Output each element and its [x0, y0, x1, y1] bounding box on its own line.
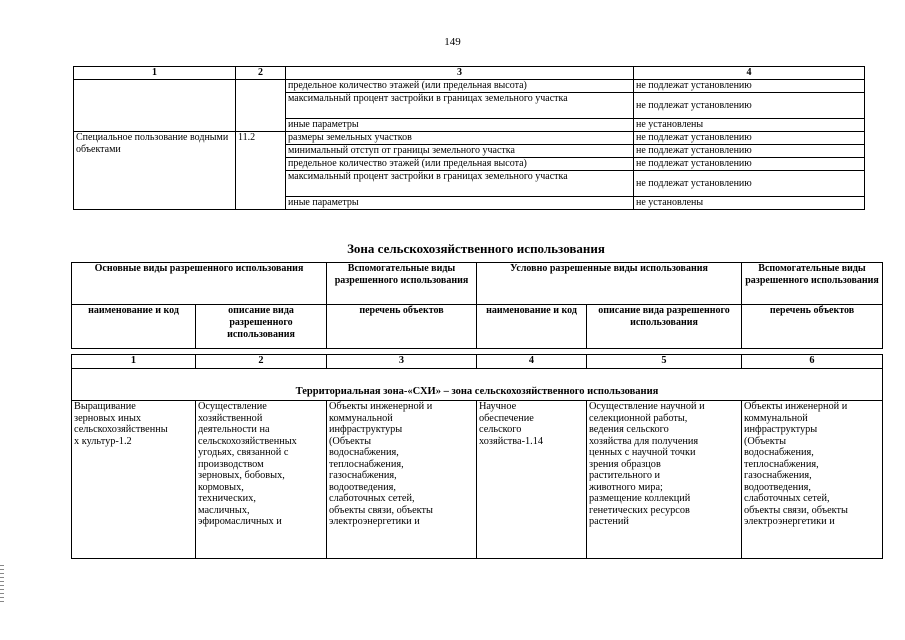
text-line: водоотведения,: [329, 481, 396, 493]
text-line: Научное: [479, 401, 517, 412]
aux-uses-header: Вспомогательные виды разрешенного использования: [742, 263, 883, 305]
text-line: ведения сельского: [589, 424, 669, 435]
value-cell: не подлежат установлению: [634, 93, 865, 119]
text-line: хозяйства-1.14: [479, 435, 544, 447]
aux-objects-cell: [742, 401, 883, 559]
text-line: инфраструктуры: [744, 424, 818, 435]
table-row: [74, 132, 865, 145]
column-number: 4: [634, 67, 865, 80]
column-number: 5: [587, 355, 742, 369]
text-line: Выращивание: [74, 401, 136, 412]
column-number: 2: [236, 67, 286, 80]
param-cell: максимальный процент застройки в границах земельного участка: [286, 93, 634, 119]
param-cell: предельное количество этажей (или предельная высота): [286, 158, 634, 171]
text-line: зрения образцов: [589, 458, 661, 470]
text-line: технических,: [198, 493, 256, 504]
text-line: Осуществление научной и: [589, 401, 705, 412]
use-code-cell: 11.2: [236, 132, 286, 210]
aux-objects-cell: [327, 401, 477, 559]
parameters-table: [73, 66, 865, 210]
use-name-cell: Специальное пользование водными объектами: [74, 132, 236, 210]
text-line: эфиромасличных и: [198, 516, 282, 527]
value-cell: не установлены: [634, 197, 865, 210]
text-line: водоотведения,: [744, 481, 811, 493]
text-line: ценных с научной точки: [589, 447, 696, 458]
conditional-use-name-cell: [477, 401, 587, 559]
text-line: инфраструктуры: [329, 424, 403, 435]
text-line: теплоснабжения,: [744, 458, 819, 470]
text-line: деятельности на: [198, 424, 270, 435]
objects-header: перечень объектов: [742, 305, 883, 349]
text-line: хозяйственной: [198, 412, 263, 424]
table-row: [74, 80, 865, 93]
scan-edge-marks: [0, 565, 4, 605]
text-line: Объекты инженерной и: [744, 401, 848, 412]
conditional-uses-header: Условно разрешенные виды использования: [477, 263, 742, 305]
description-header: описание вида разрешенного использования: [587, 305, 742, 349]
text-line: газоснабжения,: [329, 470, 397, 481]
main-uses-header: Основные виды разрешенного использования: [72, 263, 327, 305]
table-row: [72, 401, 883, 559]
text-line: х культур-1.2: [74, 435, 132, 447]
zone-header-table: [71, 262, 883, 349]
text-line: сельскохозяйственны: [74, 424, 168, 435]
text-line: селекционной работы,: [589, 412, 688, 424]
empty-cell: [74, 80, 236, 132]
text-line: водоснабжения,: [329, 447, 399, 458]
value-cell: не подлежат установлению: [634, 171, 865, 197]
text-line: зерновых, бобовых,: [198, 470, 285, 481]
empty-cell: [236, 80, 286, 132]
column-number: 4: [477, 355, 587, 369]
value-cell: не подлежат установлению: [634, 145, 865, 158]
param-cell: минимальный отступ от границы земельного участка: [286, 145, 634, 158]
text-line: размещение коллекций: [589, 493, 691, 504]
column-number: 1: [72, 355, 196, 369]
column-number-row: [74, 67, 865, 80]
text-line: растений: [589, 516, 629, 527]
sub-header-row: [72, 305, 883, 349]
name-code-header: наименование и код: [72, 305, 196, 349]
text-line: водоснабжения,: [744, 447, 814, 458]
page-number: 149: [444, 36, 461, 48]
text-line: объекты связи, объекты: [329, 504, 433, 516]
conditional-use-description-cell: [587, 401, 742, 559]
text-line: коммунальной: [744, 412, 808, 424]
column-number: 6: [742, 355, 883, 369]
text-line: слаботочных сетей,: [744, 493, 830, 504]
param-cell: иные параметры: [286, 119, 634, 132]
text-line: сельского: [479, 424, 522, 435]
zone-heading: Зона сельскохозяйственного использования: [347, 241, 605, 256]
main-use-description-cell: [196, 401, 327, 559]
name-code-header: наименование и код: [477, 305, 587, 349]
text-line: электроэнергетики и: [329, 516, 420, 527]
text-line: зерновых иных: [74, 412, 142, 424]
aux-uses-header: Вспомогательные виды разрешенного использования: [327, 263, 477, 305]
territorial-zone-title: Территориальная зона-«СХИ» – зона сельскохозяйственного использования: [72, 369, 883, 401]
main-use-name-cell: [72, 401, 196, 559]
param-cell: предельное количество этажей (или предельная высота): [286, 80, 634, 93]
text-line: электроэнергетики и: [744, 516, 835, 527]
column-number: 2: [196, 355, 327, 369]
text-line: обеспечение: [479, 412, 534, 424]
param-cell: иные параметры: [286, 197, 634, 210]
text-line: Объекты инженерной и: [329, 401, 433, 412]
text-line: кормовых,: [198, 481, 244, 493]
text-line: масличных,: [198, 504, 250, 516]
param-cell: максимальный процент застройки в границах земельного участка: [286, 171, 634, 197]
text-line: объекты связи, объекты: [744, 504, 848, 516]
value-cell: не установлены: [634, 119, 865, 132]
objects-header: перечень объектов: [327, 305, 477, 349]
text-line: слаботочных сетей,: [329, 493, 415, 504]
text-line: угодьях, связанной с: [198, 447, 289, 458]
column-number: 3: [327, 355, 477, 369]
territorial-zone-row: [72, 369, 883, 401]
column-number-row: [72, 355, 883, 369]
value-cell: не подлежат установлению: [634, 132, 865, 145]
text-line: (Объекты: [744, 435, 787, 447]
group-header-row: [72, 263, 883, 305]
text-line: Осуществление: [198, 401, 267, 412]
text-line: (Объекты: [329, 435, 372, 447]
text-line: производством: [198, 458, 264, 470]
value-cell: не подлежат установлению: [634, 80, 865, 93]
param-cell: размеры земельных участков: [286, 132, 634, 145]
text-line: растительного и: [589, 470, 661, 481]
text-line: газоснабжения,: [744, 470, 812, 481]
text-line: генетических ресурсов: [589, 504, 690, 516]
text-line: хозяйства для получения: [589, 435, 699, 447]
text-line: сельскохозяйственных: [198, 435, 297, 447]
text-line: животного мира;: [589, 481, 663, 493]
text-line: теплоснабжения,: [329, 458, 404, 470]
column-number: 1: [74, 67, 236, 80]
text-line: коммунальной: [329, 412, 393, 424]
column-number: 3: [286, 67, 634, 80]
description-header: описание вида разрешенного использования: [196, 305, 327, 349]
zone-content-table: [71, 354, 883, 559]
value-cell: не подлежат установлению: [634, 158, 865, 171]
